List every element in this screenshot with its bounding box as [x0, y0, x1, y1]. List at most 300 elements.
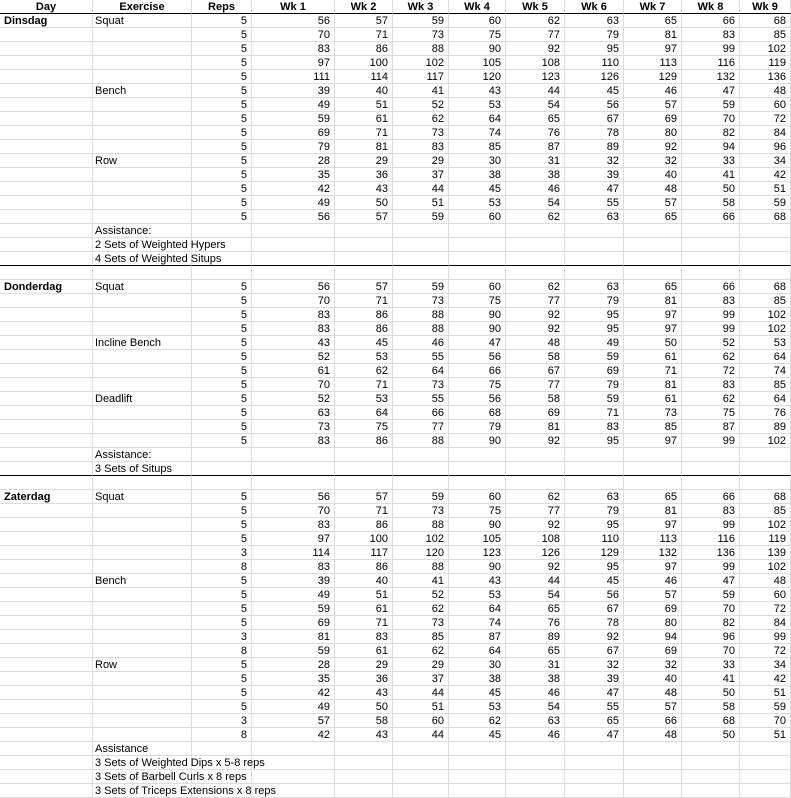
weight-cell[interactable]: 66	[449, 364, 506, 378]
weight-cell[interactable]: 71	[624, 364, 682, 378]
reps-cell[interactable]: 5	[192, 588, 252, 602]
day-cell[interactable]: Zaterdag	[0, 490, 93, 504]
weight-cell[interactable]: 75	[449, 378, 506, 392]
exercise-cell[interactable]	[93, 308, 192, 322]
weight-cell[interactable]	[252, 252, 335, 266]
weight-cell[interactable]: 56	[565, 98, 624, 112]
exercise-cell[interactable]: 2 Sets of Weighted Hypers	[95, 239, 226, 251]
weight-cell[interactable]: 59	[393, 280, 449, 294]
weight-cell[interactable]: 90	[449, 560, 506, 574]
weight-cell[interactable]: 105	[449, 532, 506, 546]
weight-cell[interactable]: 56	[252, 280, 335, 294]
weight-cell[interactable]: 44	[393, 728, 449, 742]
weight-cell[interactable]: 48	[624, 686, 682, 700]
weight-cell[interactable]: 92	[506, 560, 565, 574]
weight-cell[interactable]: 92	[506, 322, 565, 336]
weight-cell[interactable]: 43	[252, 336, 335, 350]
weight-cell[interactable]: 67	[565, 112, 624, 126]
reps-cell[interactable]	[192, 224, 252, 238]
weight-cell[interactable]	[740, 756, 791, 770]
day-cell[interactable]	[0, 742, 93, 756]
weight-cell[interactable]: 60	[449, 210, 506, 224]
weight-cell[interactable]: 70	[682, 644, 740, 658]
weight-cell[interactable]: 35	[252, 168, 335, 182]
weight-cell[interactable]	[565, 462, 624, 476]
weight-cell[interactable]: 89	[506, 630, 565, 644]
weight-cell[interactable]: 108	[506, 532, 565, 546]
day-cell[interactable]	[0, 462, 93, 476]
weight-cell[interactable]: 28	[252, 154, 335, 168]
weight-cell[interactable]	[449, 462, 506, 476]
weight-cell[interactable]: 99	[682, 308, 740, 322]
weight-cell[interactable]: 75	[449, 294, 506, 308]
weight-cell[interactable]: 32	[624, 658, 682, 672]
weight-cell[interactable]: 39	[565, 168, 624, 182]
weight-cell[interactable]: 62	[682, 392, 740, 406]
weight-cell[interactable]: 65	[624, 490, 682, 504]
day-cell[interactable]	[0, 700, 93, 714]
weight-cell[interactable]: 36	[335, 168, 393, 182]
reps-cell[interactable]: 5	[192, 700, 252, 714]
day-cell[interactable]	[0, 420, 93, 434]
weight-cell[interactable]: 51	[740, 728, 791, 742]
weight-cell[interactable]: 79	[565, 378, 624, 392]
weight-cell[interactable]	[335, 462, 393, 476]
weight-cell[interactable]: 95	[565, 322, 624, 336]
weight-cell[interactable]: 102	[740, 518, 791, 532]
weight-cell[interactable]: 108	[506, 56, 565, 70]
weight-cell[interactable]: 49	[252, 700, 335, 714]
weight-cell[interactable]: 110	[565, 56, 624, 70]
weight-cell[interactable]: 53	[449, 700, 506, 714]
weight-cell[interactable]: 47	[565, 686, 624, 700]
reps-cell[interactable]: 5	[192, 42, 252, 56]
weight-cell[interactable]: 75	[335, 420, 393, 434]
weight-cell[interactable]: 57	[335, 14, 393, 28]
weight-cell[interactable]	[393, 448, 449, 462]
exercise-cell[interactable]: Bench	[93, 574, 192, 588]
exercise-cell[interactable]: 3 Sets of Triceps Extensions x 8 reps	[95, 785, 276, 797]
weight-cell[interactable]: 61	[252, 364, 335, 378]
weight-cell[interactable]: 80	[624, 616, 682, 630]
exercise-cell[interactable]	[93, 588, 192, 602]
day-cell[interactable]	[0, 252, 93, 266]
day-cell[interactable]	[0, 168, 93, 182]
weight-cell[interactable]: 68	[740, 210, 791, 224]
day-cell[interactable]	[0, 56, 93, 70]
weight-cell[interactable]: 46	[393, 336, 449, 350]
weight-cell[interactable]	[682, 238, 740, 252]
weight-cell[interactable]: 51	[335, 588, 393, 602]
weight-cell[interactable]: 71	[335, 126, 393, 140]
column-header[interactable]: Wk 3	[393, 0, 449, 14]
weight-cell[interactable]: 116	[682, 532, 740, 546]
weight-cell[interactable]	[393, 238, 449, 252]
weight-cell[interactable]: 95	[565, 560, 624, 574]
reps-cell[interactable]: 5	[192, 196, 252, 210]
weight-cell[interactable]: 31	[506, 154, 565, 168]
weight-cell[interactable]: 59	[252, 602, 335, 616]
weight-cell[interactable]: 73	[393, 126, 449, 140]
weight-cell[interactable]: 55	[565, 700, 624, 714]
weight-cell[interactable]: 28	[252, 658, 335, 672]
weight-cell[interactable]: 57	[624, 98, 682, 112]
weight-cell[interactable]: 30	[449, 658, 506, 672]
weight-cell[interactable]: 59	[682, 98, 740, 112]
weight-cell[interactable]	[393, 266, 449, 280]
weight-cell[interactable]	[252, 266, 335, 280]
weight-cell[interactable]	[624, 238, 682, 252]
weight-cell[interactable]	[624, 266, 682, 280]
reps-cell[interactable]: 5	[192, 84, 252, 98]
exercise-cell[interactable]: Assistance:	[93, 448, 192, 462]
weight-cell[interactable]: 73	[393, 294, 449, 308]
weight-cell[interactable]: 81	[624, 378, 682, 392]
exercise-cell[interactable]: Bench	[93, 84, 192, 98]
day-cell[interactable]	[0, 294, 93, 308]
weight-cell[interactable]	[335, 784, 393, 798]
weight-cell[interactable]: 47	[682, 84, 740, 98]
weight-cell[interactable]	[335, 756, 393, 770]
weight-cell[interactable]: 63	[565, 210, 624, 224]
weight-cell[interactable]: 64	[740, 350, 791, 364]
weight-cell[interactable]: 83	[252, 434, 335, 448]
exercise-cell[interactable]	[93, 42, 192, 56]
weight-cell[interactable]: 78	[565, 616, 624, 630]
day-cell[interactable]	[0, 378, 93, 392]
weight-cell[interactable]: 97	[252, 532, 335, 546]
reps-cell[interactable]: 3	[192, 630, 252, 644]
weight-cell[interactable]: 39	[252, 574, 335, 588]
exercise-cell[interactable]	[93, 364, 192, 378]
weight-cell[interactable]	[740, 252, 791, 266]
exercise-cell[interactable]	[93, 672, 192, 686]
weight-cell[interactable]: 59	[565, 392, 624, 406]
weight-cell[interactable]: 43	[335, 182, 393, 196]
weight-cell[interactable]: 64	[335, 406, 393, 420]
exercise-cell[interactable]	[93, 140, 192, 154]
exercise-cell[interactable]: Row	[93, 658, 192, 672]
exercise-cell[interactable]	[93, 56, 192, 70]
weight-cell[interactable]	[624, 784, 682, 798]
weight-cell[interactable]: 74	[449, 616, 506, 630]
weight-cell[interactable]: 74	[449, 126, 506, 140]
weight-cell[interactable]	[624, 742, 682, 756]
weight-cell[interactable]: 114	[252, 546, 335, 560]
weight-cell[interactable]: 41	[393, 574, 449, 588]
weight-cell[interactable]: 86	[335, 434, 393, 448]
reps-cell[interactable]: 3	[192, 546, 252, 560]
weight-cell[interactable]	[449, 756, 506, 770]
weight-cell[interactable]: 70	[252, 504, 335, 518]
exercise-cell[interactable]	[93, 714, 192, 728]
exercise-cell[interactable]	[93, 266, 192, 280]
weight-cell[interactable]: 64	[740, 392, 791, 406]
weight-cell[interactable]	[506, 238, 565, 252]
reps-cell[interactable]: 5	[192, 14, 252, 28]
weight-cell[interactable]	[565, 252, 624, 266]
weight-cell[interactable]: 99	[682, 42, 740, 56]
exercise-cell[interactable]	[93, 322, 192, 336]
reps-cell[interactable]: 5	[192, 574, 252, 588]
weight-cell[interactable]	[682, 756, 740, 770]
weight-cell[interactable]	[449, 784, 506, 798]
reps-cell[interactable]: 8	[192, 728, 252, 742]
weight-cell[interactable]: 58	[682, 196, 740, 210]
exercise-cell[interactable]	[93, 728, 192, 742]
weight-cell[interactable]: 59	[393, 210, 449, 224]
weight-cell[interactable]	[506, 476, 565, 490]
weight-cell[interactable]: 63	[565, 490, 624, 504]
day-cell[interactable]	[0, 322, 93, 336]
weight-cell[interactable]: 111	[252, 70, 335, 84]
weight-cell[interactable]	[682, 224, 740, 238]
weight-cell[interactable]: 85	[740, 294, 791, 308]
weight-cell[interactable]: 99	[740, 630, 791, 644]
weight-cell[interactable]: 116	[682, 56, 740, 70]
column-header[interactable]: Reps	[192, 0, 252, 14]
exercise-cell[interactable]: Incline Bench	[93, 336, 192, 350]
weight-cell[interactable]: 77	[506, 378, 565, 392]
exercise-cell[interactable]	[93, 686, 192, 700]
reps-cell[interactable]: 5	[192, 210, 252, 224]
weight-cell[interactable]: 88	[393, 518, 449, 532]
day-cell[interactable]	[0, 364, 93, 378]
exercise-cell[interactable]	[93, 602, 192, 616]
weight-cell[interactable]: 126	[506, 546, 565, 560]
weight-cell[interactable]: 79	[565, 504, 624, 518]
weight-cell[interactable]	[740, 476, 791, 490]
weight-cell[interactable]: 64	[449, 644, 506, 658]
weight-cell[interactable]: 70	[682, 112, 740, 126]
exercise-cell[interactable]	[93, 476, 192, 490]
weight-cell[interactable]: 95	[565, 518, 624, 532]
weight-cell[interactable]: 88	[393, 322, 449, 336]
weight-cell[interactable]: 62	[506, 14, 565, 28]
weight-cell[interactable]	[252, 476, 335, 490]
weight-cell[interactable]	[565, 448, 624, 462]
weight-cell[interactable]: 88	[393, 308, 449, 322]
weight-cell[interactable]: 61	[335, 602, 393, 616]
weight-cell[interactable]: 69	[565, 364, 624, 378]
weight-cell[interactable]	[682, 770, 740, 784]
exercise-cell[interactable]	[93, 70, 192, 84]
weight-cell[interactable]: 66	[682, 280, 740, 294]
day-cell[interactable]	[0, 196, 93, 210]
reps-cell[interactable]: 5	[192, 140, 252, 154]
weight-cell[interactable]	[565, 756, 624, 770]
weight-cell[interactable]	[335, 476, 393, 490]
weight-cell[interactable]: 43	[335, 686, 393, 700]
weight-cell[interactable]	[740, 224, 791, 238]
weight-cell[interactable]: 83	[335, 630, 393, 644]
day-cell[interactable]	[0, 686, 93, 700]
weight-cell[interactable]	[506, 448, 565, 462]
weight-cell[interactable]: 29	[393, 154, 449, 168]
weight-cell[interactable]: 83	[252, 560, 335, 574]
exercise-cell[interactable]: Squat	[93, 280, 192, 294]
weight-cell[interactable]: 60	[449, 280, 506, 294]
weight-cell[interactable]: 55	[393, 350, 449, 364]
weight-cell[interactable]	[740, 770, 791, 784]
weight-cell[interactable]: 86	[335, 322, 393, 336]
weight-cell[interactable]: 42	[252, 182, 335, 196]
reps-cell[interactable]: 5	[192, 364, 252, 378]
exercise-cell[interactable]	[93, 560, 192, 574]
day-cell[interactable]	[0, 406, 93, 420]
weight-cell[interactable]: 35	[252, 672, 335, 686]
weight-cell[interactable]: 65	[506, 112, 565, 126]
weight-cell[interactable]: 117	[335, 546, 393, 560]
day-cell[interactable]	[0, 42, 93, 56]
weight-cell[interactable]: 79	[565, 28, 624, 42]
weight-cell[interactable]: 129	[565, 546, 624, 560]
weight-cell[interactable]	[335, 742, 393, 756]
day-cell[interactable]	[0, 266, 93, 280]
weight-cell[interactable]	[565, 224, 624, 238]
weight-cell[interactable]: 72	[740, 112, 791, 126]
weight-cell[interactable]: 31	[506, 658, 565, 672]
weight-cell[interactable]: 49	[565, 336, 624, 350]
exercise-cell[interactable]: Squat	[93, 14, 192, 28]
weight-cell[interactable]: 56	[449, 392, 506, 406]
reps-cell[interactable]	[192, 462, 252, 476]
weight-cell[interactable]: 76	[740, 406, 791, 420]
weight-cell[interactable]: 36	[335, 672, 393, 686]
weight-cell[interactable]: 102	[740, 308, 791, 322]
weight-cell[interactable]: 50	[682, 728, 740, 742]
reps-cell[interactable]: 5	[192, 602, 252, 616]
weight-cell[interactable]: 45	[335, 336, 393, 350]
reps-cell[interactable]: 5	[192, 686, 252, 700]
day-cell[interactable]	[0, 210, 93, 224]
weight-cell[interactable]	[449, 742, 506, 756]
exercise-cell[interactable]: 3 Sets of Weighted Dips x 5-8 reps	[95, 757, 265, 769]
exercise-cell[interactable]	[93, 182, 192, 196]
reps-cell[interactable]: 5	[192, 294, 252, 308]
weight-cell[interactable]: 38	[506, 672, 565, 686]
weight-cell[interactable]: 84	[740, 616, 791, 630]
exercise-cell[interactable]	[93, 126, 192, 140]
weight-cell[interactable]: 62	[393, 602, 449, 616]
day-cell[interactable]	[0, 308, 93, 322]
weight-cell[interactable]	[740, 448, 791, 462]
weight-cell[interactable]: 84	[740, 126, 791, 140]
reps-cell[interactable]	[192, 266, 252, 280]
weight-cell[interactable]: 37	[393, 672, 449, 686]
weight-cell[interactable]: 42	[252, 686, 335, 700]
weight-cell[interactable]	[682, 742, 740, 756]
day-cell[interactable]	[0, 630, 93, 644]
weight-cell[interactable]: 105	[449, 56, 506, 70]
weight-cell[interactable]: 77	[506, 504, 565, 518]
weight-cell[interactable]: 45	[449, 182, 506, 196]
weight-cell[interactable]: 52	[393, 588, 449, 602]
weight-cell[interactable]	[506, 266, 565, 280]
weight-cell[interactable]: 85	[740, 504, 791, 518]
weight-cell[interactable]: 83	[682, 294, 740, 308]
weight-cell[interactable]: 65	[506, 602, 565, 616]
weight-cell[interactable]: 72	[740, 602, 791, 616]
weight-cell[interactable]: 63	[565, 280, 624, 294]
weight-cell[interactable]: 46	[506, 686, 565, 700]
day-cell[interactable]	[0, 756, 93, 770]
day-cell[interactable]	[0, 560, 93, 574]
weight-cell[interactable]: 65	[624, 14, 682, 28]
reps-cell[interactable]: 5	[192, 532, 252, 546]
weight-cell[interactable]	[740, 462, 791, 476]
weight-cell[interactable]: 62	[449, 714, 506, 728]
weight-cell[interactable]: 75	[682, 406, 740, 420]
weight-cell[interactable]	[682, 476, 740, 490]
weight-cell[interactable]: 43	[449, 84, 506, 98]
weight-cell[interactable]	[624, 224, 682, 238]
weight-cell[interactable]	[335, 266, 393, 280]
weight-cell[interactable]: 59	[740, 700, 791, 714]
weight-cell[interactable]: 97	[624, 42, 682, 56]
weight-cell[interactable]: 65	[506, 644, 565, 658]
weight-cell[interactable]: 82	[682, 616, 740, 630]
day-cell[interactable]	[0, 714, 93, 728]
weight-cell[interactable]: 57	[624, 700, 682, 714]
exercise-cell[interactable]	[93, 630, 192, 644]
reps-cell[interactable]	[192, 476, 252, 490]
weight-cell[interactable]: 50	[335, 196, 393, 210]
weight-cell[interactable]: 100	[335, 56, 393, 70]
weight-cell[interactable]	[393, 784, 449, 798]
weight-cell[interactable]: 67	[506, 364, 565, 378]
weight-cell[interactable]: 46	[506, 728, 565, 742]
weight-cell[interactable]: 58	[682, 700, 740, 714]
day-cell[interactable]	[0, 140, 93, 154]
weight-cell[interactable]: 44	[393, 182, 449, 196]
weight-cell[interactable]: 69	[252, 126, 335, 140]
weight-cell[interactable]: 102	[393, 532, 449, 546]
day-cell[interactable]: Dinsdag	[0, 14, 93, 28]
reps-cell[interactable]: 5	[192, 658, 252, 672]
weight-cell[interactable]: 70	[252, 294, 335, 308]
weight-cell[interactable]: 65	[624, 210, 682, 224]
weight-cell[interactable]: 88	[393, 42, 449, 56]
weight-cell[interactable]: 100	[335, 532, 393, 546]
column-header[interactable]: Day	[0, 0, 93, 14]
exercise-cell[interactable]	[93, 350, 192, 364]
weight-cell[interactable]: 85	[740, 28, 791, 42]
exercise-cell[interactable]: Deadlift	[93, 392, 192, 406]
weight-cell[interactable]: 57	[335, 490, 393, 504]
day-cell[interactable]	[0, 392, 93, 406]
weight-cell[interactable]: 83	[565, 420, 624, 434]
day-cell[interactable]	[0, 224, 93, 238]
weight-cell[interactable]: 66	[393, 406, 449, 420]
day-cell[interactable]	[0, 672, 93, 686]
weight-cell[interactable]: 62	[682, 350, 740, 364]
weight-cell[interactable]: 62	[393, 112, 449, 126]
weight-cell[interactable]: 69	[624, 112, 682, 126]
weight-cell[interactable]	[335, 224, 393, 238]
weight-cell[interactable]: 30	[449, 154, 506, 168]
weight-cell[interactable]: 65	[565, 714, 624, 728]
weight-cell[interactable]	[682, 784, 740, 798]
exercise-cell[interactable]: 4 Sets of Weighted Situps	[95, 253, 222, 265]
day-cell[interactable]	[0, 126, 93, 140]
weight-cell[interactable]: 114	[335, 70, 393, 84]
weight-cell[interactable]: 44	[506, 84, 565, 98]
weight-cell[interactable]: 69	[624, 644, 682, 658]
weight-cell[interactable]: 46	[624, 574, 682, 588]
day-cell[interactable]	[0, 434, 93, 448]
weight-cell[interactable]	[393, 756, 449, 770]
